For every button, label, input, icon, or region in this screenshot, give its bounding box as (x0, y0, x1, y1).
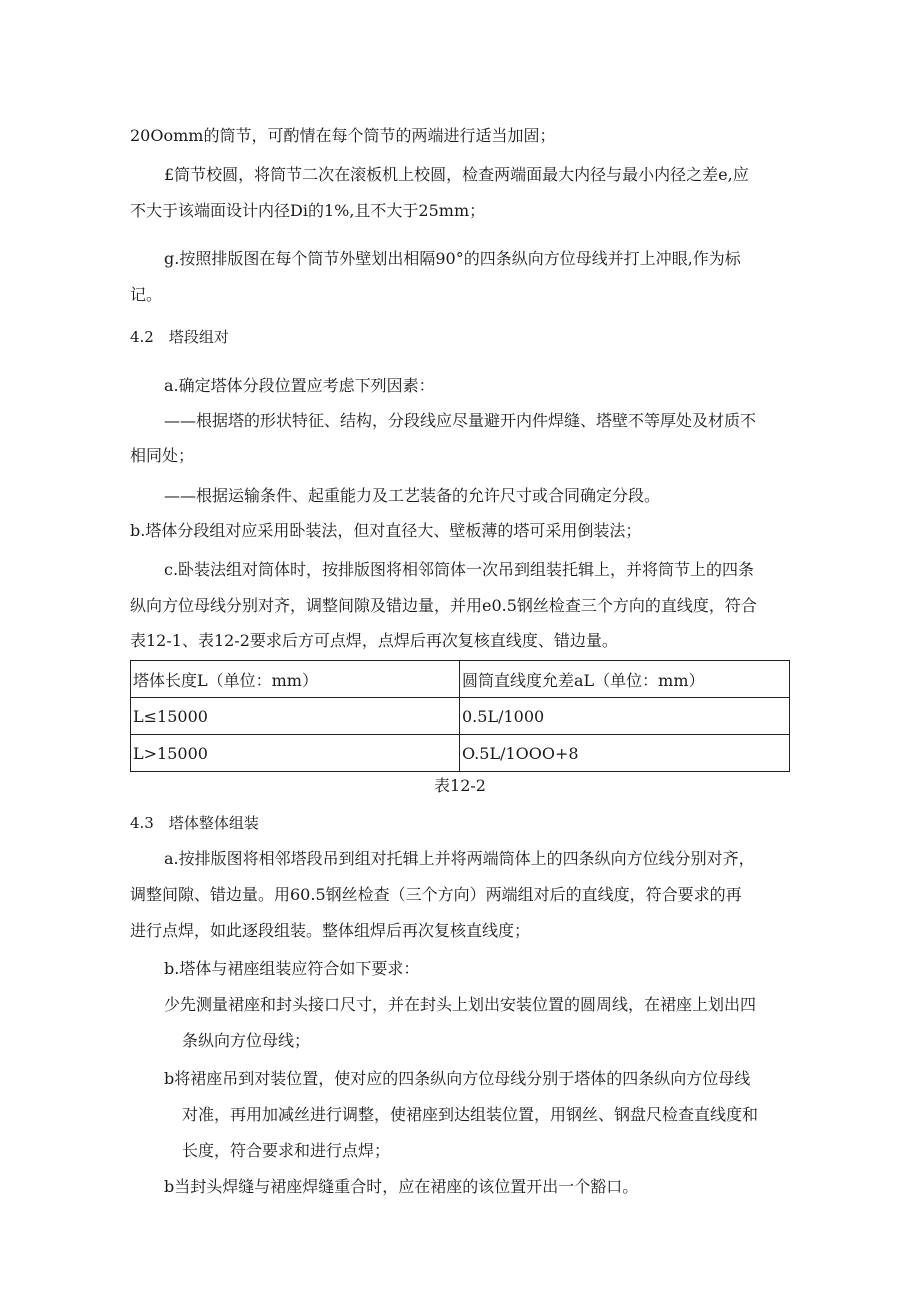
paragraph-assembly-3: 表12-1、表12-2要求后方可点焊，点焊后再次复核直线度、错边量。 (130, 631, 618, 650)
paragraph-reinforce: 20Oomm的筒节，可酌情在每个筒节的两端进行适当加固； (130, 126, 556, 145)
paragraph-notch: b当封头焊缝与裙座焊缝重合时，应在裙座的该位置开出一个豁口。 (164, 1177, 639, 1196)
paragraph-assembly-1: c.卧装法组对筒体时，按排版图将相邻筒体一次吊到组装托辑上，并将筒节上的四条 (164, 560, 755, 579)
paragraph-rounding-2: 不大于该端面设计内径Di的1%,且不大于25mm； (130, 201, 486, 220)
section-heading-4-3: 4.3 塔体整体组装 (130, 814, 259, 832)
paragraph-overall-3: 进行点焊，如此逐段组装。整体组焊后再次复核直线度； (130, 921, 531, 940)
paragraph-segment-factors: a.确定塔体分段位置应考虑下列因素： (164, 376, 435, 395)
paragraph-overall-2: 调整间隙、错边量。用60.5钢丝检查（三个方向）两端组对后的直线度，符合要求的再 (130, 885, 742, 904)
table-row (131, 698, 790, 735)
paragraph-overall-1: a.按排版图将相邻塔段吊到组对托辑上并将两端筒体上的四条纵向方位线分别对齐， (164, 849, 755, 868)
paragraph-assembly-2: 纵向方位母线分别对齐，调整间隙及错边量，并用e0.5钢丝检查三个方向的直线度，符合 (130, 596, 757, 615)
table-cell: L>15000 (131, 735, 460, 772)
table-cell: 0.5L/1000 (460, 698, 790, 735)
paragraph-skirt-measure-1: 少先测量裙座和封头接口尺寸，并在封头上划出安装位置的圆周线，在裙座上划出四 (164, 995, 757, 1014)
paragraph-rounding-1: £筒节校圆，将筒节二次在滚板机上校圆，检查两端面最大内径与最小内径之差e,应 (164, 165, 749, 184)
table-cell: O.5L/1OOO+8 (460, 735, 790, 772)
table-header-row (131, 661, 790, 698)
paragraph-skirt-align-3: 长度，符合要求和进行点焊； (182, 1141, 391, 1160)
paragraph-horizontal: b.塔体分段组对应采用卧装法，但对直径大、壁板薄的塔可采用倒装法； (130, 521, 642, 540)
paragraph-shape-1: ——根据塔的形状特征、结构，分段线应尽量避开内件焊缝、塔壁不等厚处及材质不 (164, 411, 757, 430)
paragraph-transport: ——根据运输条件、起重能力及工艺装备的允许尺寸或合同确定分段。 (164, 486, 661, 505)
table-header-cell: 塔体长度L（单位：mm） (131, 661, 460, 698)
paragraph-skirt-align-1: b将裙座吊到对装位置，使对应的四条纵向方位母线分别于塔体的四条纵向方位母线 (164, 1069, 751, 1088)
paragraph-marking-2: 记。 (130, 285, 163, 304)
table-cell: L≤15000 (131, 698, 460, 735)
table-caption: 表12-2 (434, 776, 486, 795)
table-header-cell: 圆筒直线度允差aL（单位：mm） (460, 661, 790, 698)
paragraph-shape-2: 相同处； (130, 446, 195, 465)
paragraph-skirt-align-2: 对准，再用加减丝进行调整，使裙座到达组装位置，用钢丝、钢盘尺检查直线度和 (182, 1105, 759, 1124)
straightness-table (130, 660, 790, 772)
paragraph-skirt-requirements: b.塔体与裙座组装应符合如下要求： (164, 959, 420, 978)
paragraph-skirt-measure-2: 条纵向方位母线； (182, 1031, 311, 1050)
table-row (131, 735, 790, 772)
section-heading-4-2: 4.2 塔段组对 (130, 328, 229, 346)
paragraph-marking-1: g.按照排版图在每个筒节外壁划出相隔90°的四条纵向方位母线并打上冲眼,作为标 (164, 249, 741, 268)
